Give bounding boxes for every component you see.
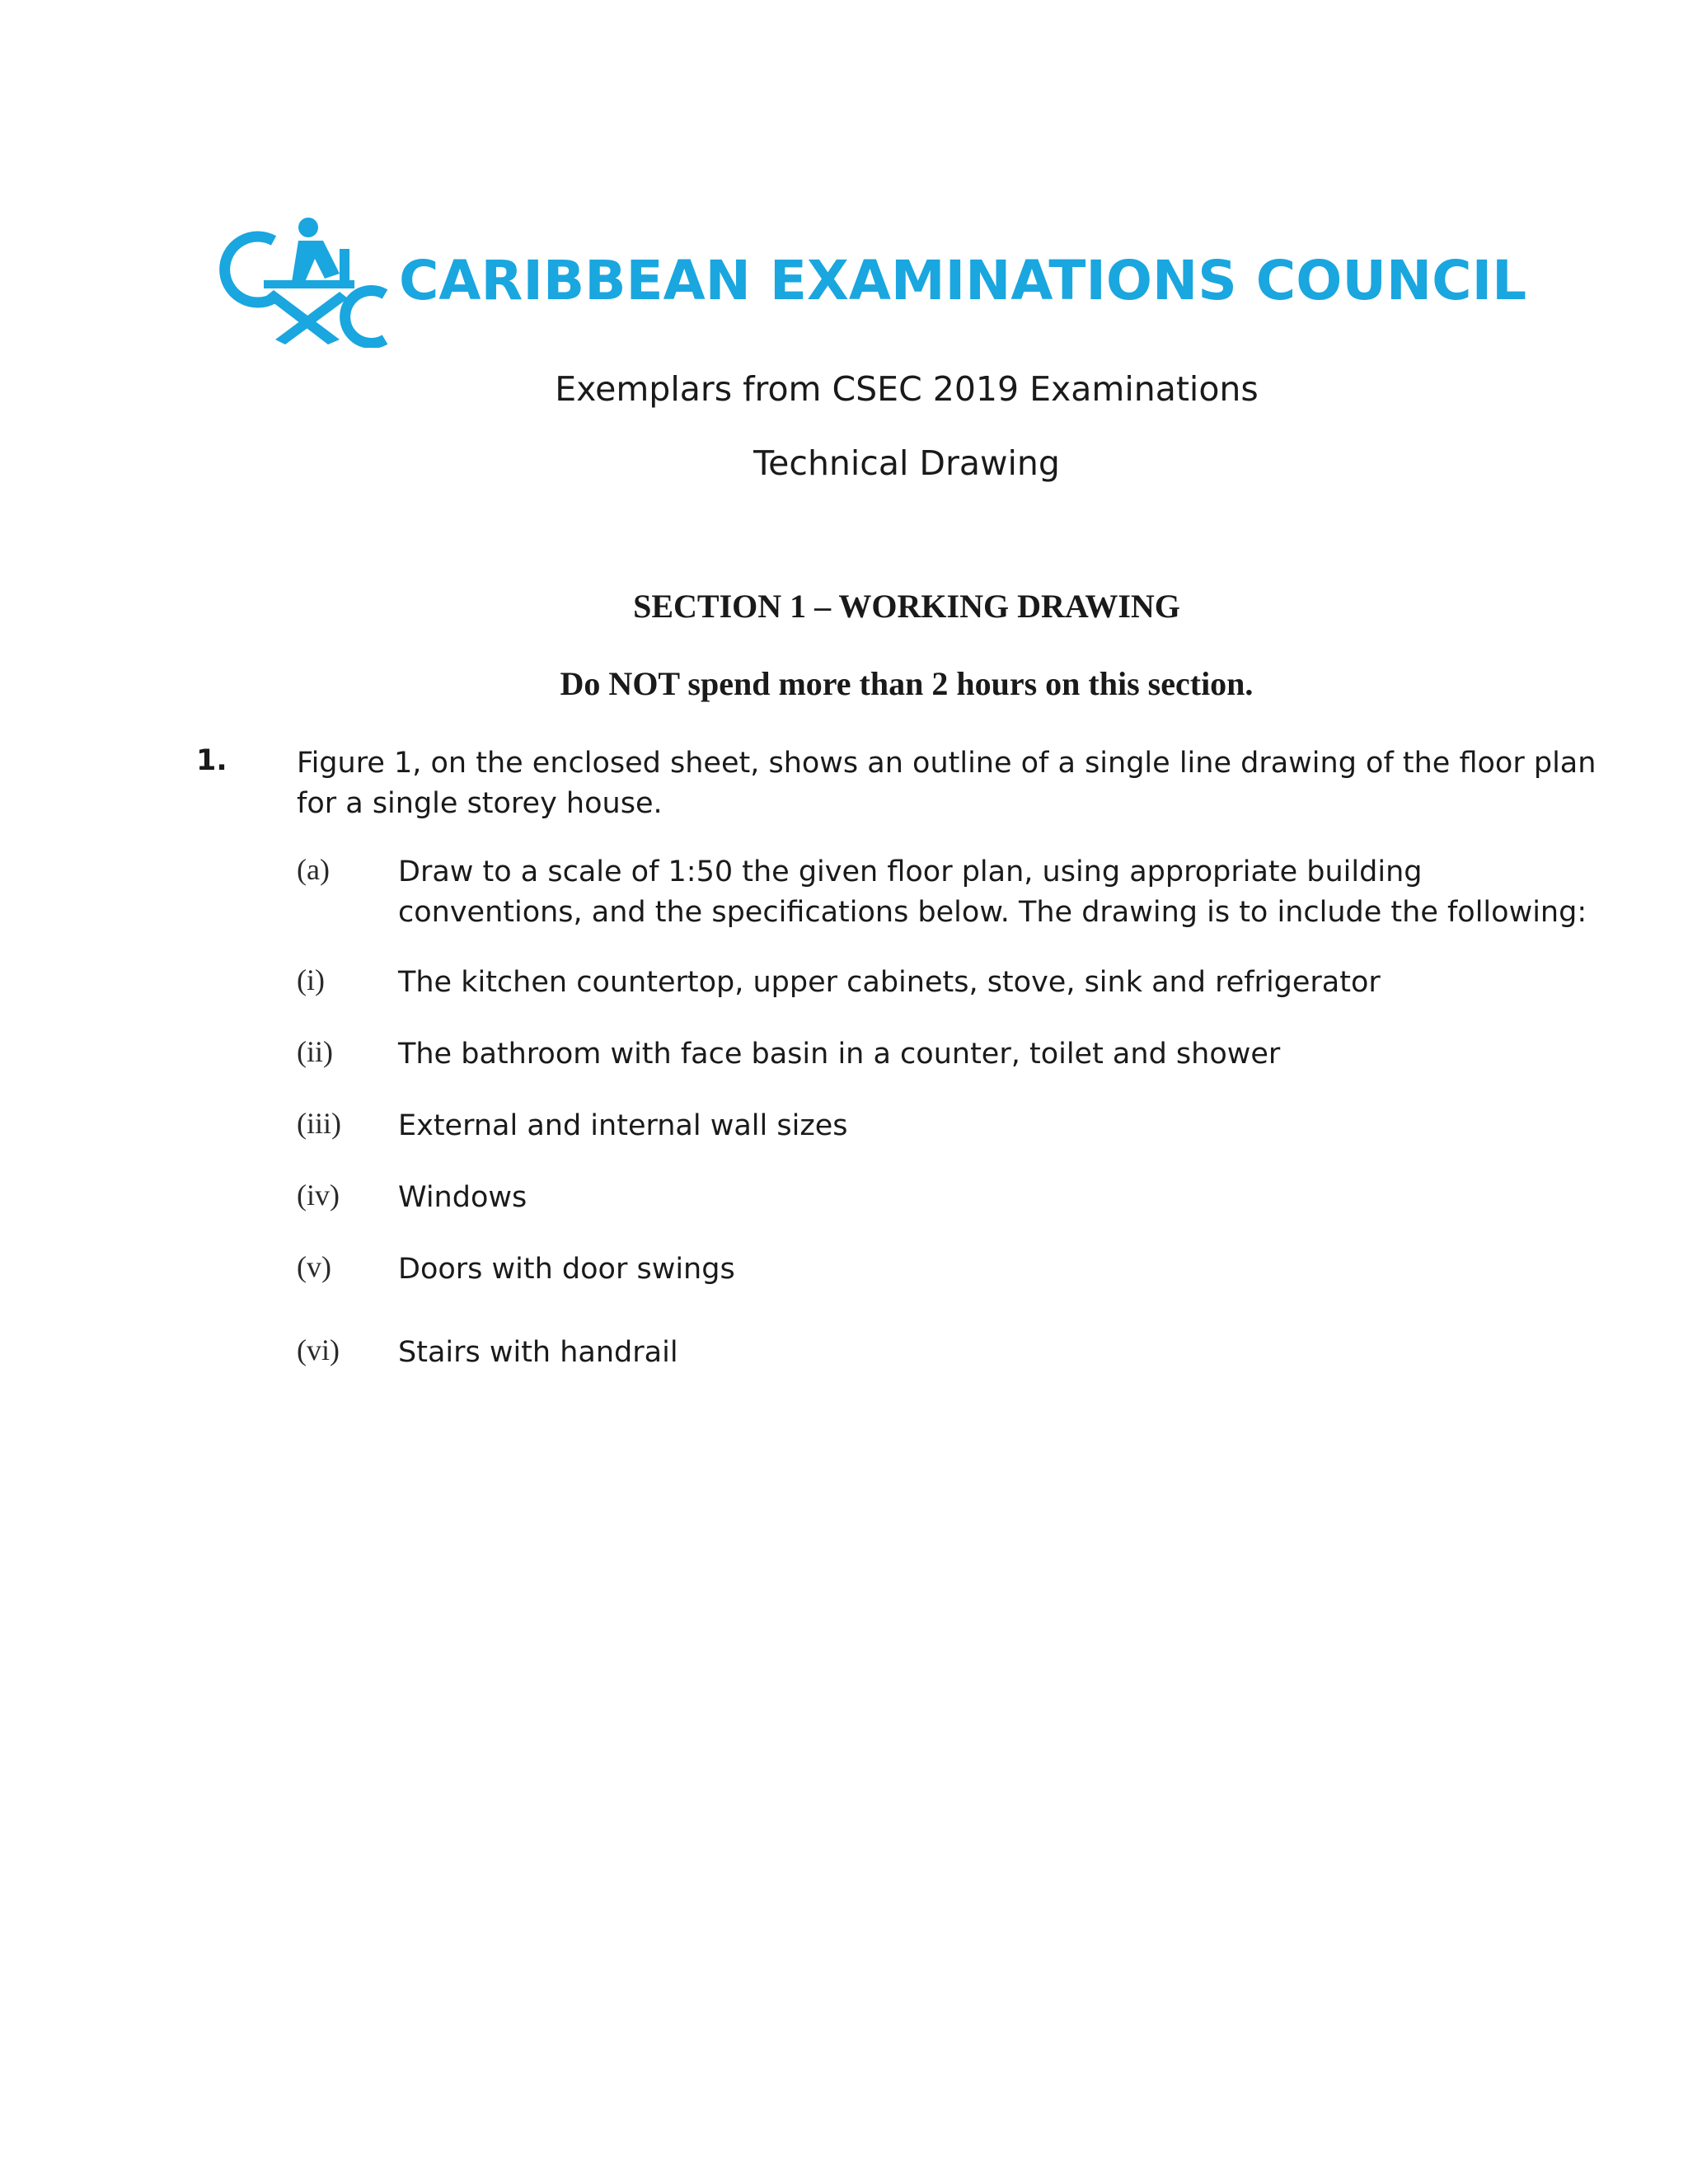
part-label-ii: (ii)	[297, 1035, 333, 1068]
cxc-logo-letters: CXC	[216, 216, 218, 217]
part-text-vi: Stairs with handrail	[398, 1336, 678, 1369]
cxc-logo	[216, 216, 1527, 348]
part-text-iv: Windows	[398, 1181, 528, 1214]
organization-name: CARIBBEAN EXAMINATIONS COUNCIL	[399, 249, 1527, 312]
subject-title: Technical Drawing	[753, 443, 1060, 483]
part-label-v: (v)	[297, 1250, 331, 1283]
part-text-a: Draw to a scale of 1:50 the given floor plan, using appropriate building conventions, and the specifications below. The drawing is to include the following:	[398, 855, 1587, 929]
question-number: 1.	[196, 744, 227, 777]
part-label-vi: (vi)	[297, 1333, 340, 1366]
part-label-iv: (iv)	[297, 1179, 340, 1212]
part-text-i: The kitchen countertop, upper cabinets, stove, sink and refrigerator	[398, 966, 1381, 999]
section-time-note: Do NOT spend more than 2 hours on this section.	[560, 665, 1254, 702]
part-text-ii: The bathroom with face basin in a counter, toilet and shower	[398, 1038, 1281, 1071]
part-text-iii: External and internal wall sizes	[398, 1109, 848, 1142]
section-title: SECTION 1 – WORKING DRAWING	[633, 588, 1180, 625]
cxc-logo-icon	[216, 216, 389, 348]
part-label-iii: (iii)	[297, 1107, 341, 1140]
part-text-v: Doors with door swings	[398, 1253, 735, 1286]
part-label-a: (a)	[297, 853, 330, 886]
part-label-i: (i)	[297, 963, 325, 996]
exemplar-title: Exemplars from CSEC 2019 Examinations	[555, 369, 1259, 409]
question-text: Figure 1, on the enclosed sheet, shows an outline of a single line drawing of the floor plan for a single storey house.	[297, 747, 1597, 820]
